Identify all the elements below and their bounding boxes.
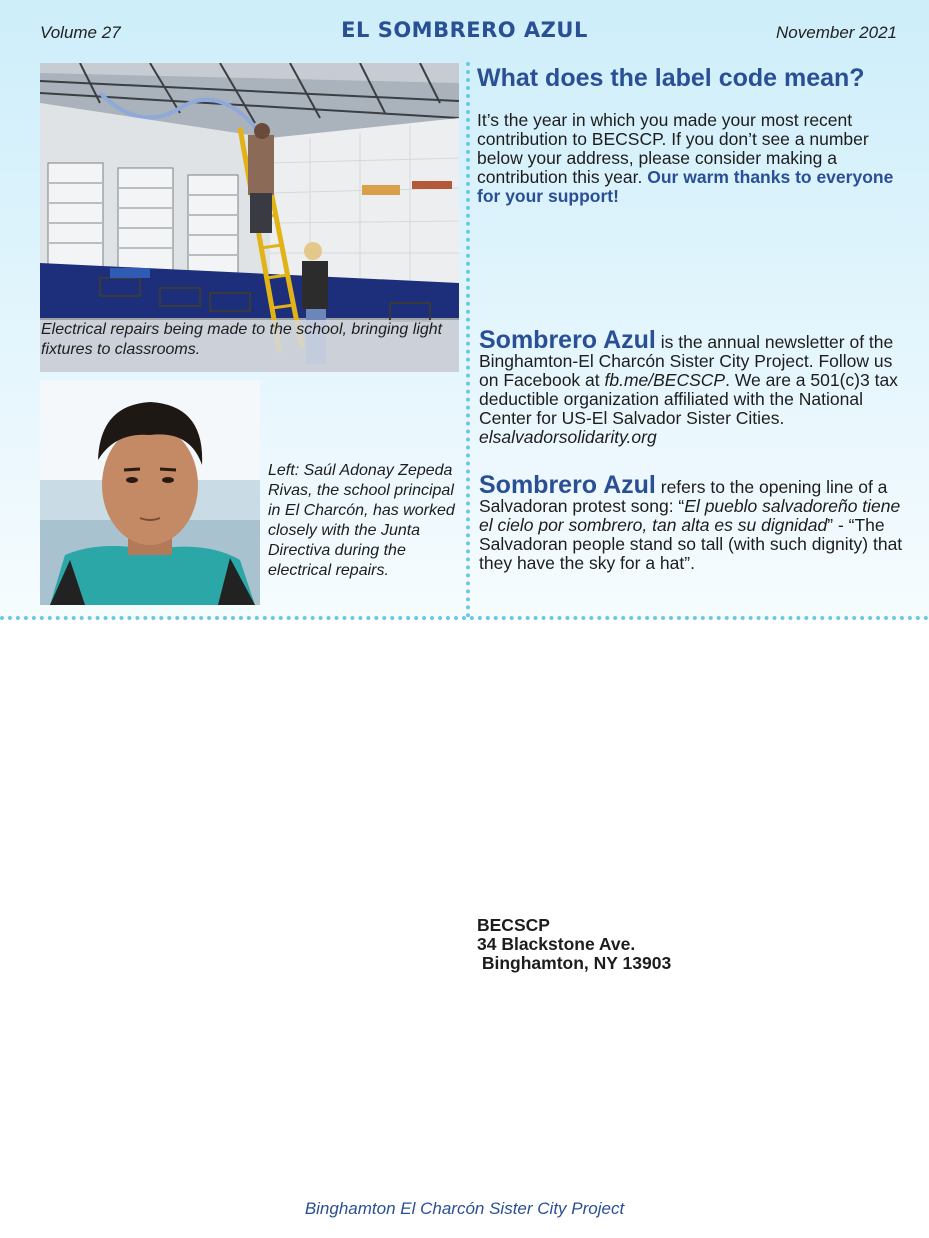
issue-date: November 2021 [776,23,897,42]
brand-name: Sombrero Azul [479,326,656,354]
masthead-title: EL SOMBRERO AZUL [341,18,588,42]
refers-text-1: refers to the opening line of a Salvadoran protest song: “ [479,477,888,516]
about-paragraph [479,326,904,447]
label-code-heading: What does the label code mean? [477,64,865,92]
return-address [477,916,671,973]
refers-paragraph [479,471,904,573]
about-text-2: . We are a 501(c)3 tax deductible organization affiliated with the National Center for US-El Salvador Sister Cities. [479,370,898,428]
thanks-text: Our warm thanks to everyone for your support! [477,167,894,206]
principal-portrait-photo [40,380,260,605]
principal-photo-caption: Left: Saúl Adonay Zepeda Rivas, the school principal in El Charcón, has worked closely with the Junta Directiva during the electrical repairs. [268,462,455,579]
website-link[interactable]: elsalvadorsolidarity.org [479,427,657,447]
address-line-1: BECSCP [477,915,550,935]
label-code-paragraph [477,111,902,206]
volume-label: Volume 27 [40,23,121,42]
column-divider [466,62,470,618]
label-code-body: It’s the year in which you made your most recent contribution to BECSCP. If you don’t see a number below your address, please consider making a contribution this year. [477,110,869,187]
address-line-3: Binghamton, NY 13903 [477,953,672,973]
portrait-illustration [40,380,260,605]
spanish-quote: El pueblo salvadoreño tiene el cielo por sombrero, tan alta es su dignidad [479,496,901,535]
about-text-1: is the annual newsletter of the Binghamton-El Charcón Sister City Project. Follow us on Facebook at [479,332,894,390]
facebook-link[interactable]: fb.me/BECSCP [604,370,726,390]
classroom-repairs-photo [40,63,459,372]
section-divider [0,616,929,620]
address-line-2: 34 Blackstone Ave. [477,934,636,954]
brand-name: Sombrero Azul [479,471,656,499]
repairs-photo-caption: Electrical repairs being made to the school, bringing light fixtures to classrooms. [40,320,459,372]
footer-organization: Binghamton El Charcón Sister City Project [304,1199,625,1218]
refers-text-2: ” - “The Salvadoran people stand so tall (with such dignity) that they have the sky for a hat”. [479,515,903,573]
